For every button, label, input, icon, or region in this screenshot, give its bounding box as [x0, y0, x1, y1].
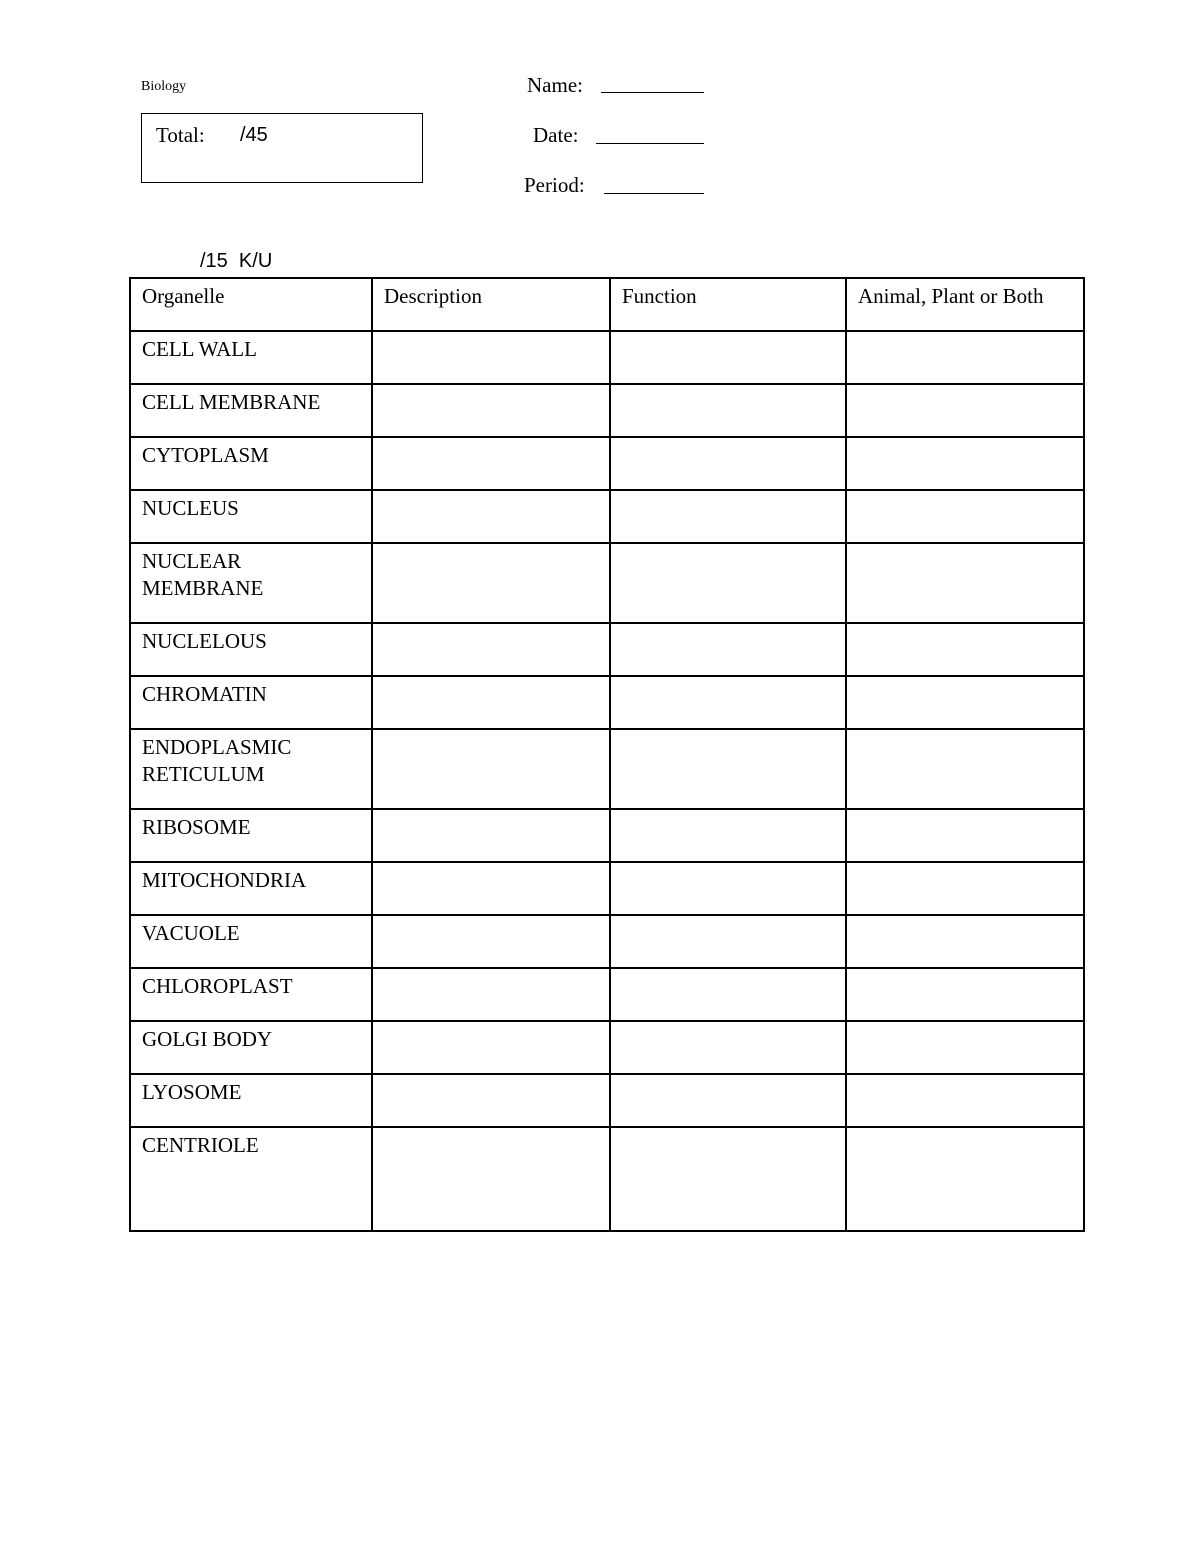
organelle-cell [130, 915, 372, 968]
organelle-name: VACUOLE [142, 921, 240, 945]
description-cell[interactable] [372, 862, 610, 915]
description-cell[interactable] [372, 384, 610, 437]
organelle-name: CELL WALL [142, 337, 257, 361]
name-label: Name: [527, 73, 583, 97]
table-row [130, 915, 1084, 968]
organelle-name: CHLOROPLAST [142, 974, 293, 998]
description-cell[interactable] [372, 490, 610, 543]
table-row [130, 543, 1084, 623]
description-cell[interactable] [372, 543, 610, 623]
description-cell[interactable] [372, 1021, 610, 1074]
organelle-cell [130, 862, 372, 915]
name-field[interactable] [601, 92, 704, 93]
column-header-function: Function [610, 278, 846, 331]
description-cell[interactable] [372, 676, 610, 729]
organelle-cell [130, 729, 372, 809]
organelle-name: CELL MEMBRANE [142, 390, 321, 414]
function-cell[interactable] [610, 729, 846, 809]
classification-cell[interactable] [846, 490, 1084, 543]
date-label: Date: [533, 123, 579, 147]
total-score-box [141, 113, 423, 183]
description-cell[interactable] [372, 623, 610, 676]
classification-cell[interactable] [846, 384, 1084, 437]
organelle-name: RIBOSOME [142, 815, 251, 839]
column-header-organelle: Organelle [130, 278, 372, 331]
organelle-cell [130, 543, 372, 623]
total-score: /45 [240, 124, 268, 146]
table-row [130, 623, 1084, 676]
function-cell[interactable] [610, 384, 846, 437]
organelle-cell [130, 1021, 372, 1074]
table-row [130, 1021, 1084, 1074]
organelle-table [129, 277, 1085, 1232]
table-row [130, 1127, 1084, 1231]
description-cell[interactable] [372, 437, 610, 490]
section-score-label: /15 K/U [200, 250, 273, 272]
classification-cell[interactable] [846, 729, 1084, 809]
function-cell[interactable] [610, 862, 846, 915]
organelle-cell [130, 384, 372, 437]
classification-cell[interactable] [846, 437, 1084, 490]
organelle-name: LYOSOME [142, 1080, 242, 1104]
classification-cell[interactable] [846, 809, 1084, 862]
organelle-name: CENTRIOLE [142, 1133, 259, 1157]
date-field[interactable] [596, 143, 704, 144]
function-cell[interactable] [610, 809, 846, 862]
classification-cell[interactable] [846, 862, 1084, 915]
table-row [130, 384, 1084, 437]
period-label: Period: [524, 173, 585, 197]
classification-cell[interactable] [846, 331, 1084, 384]
classification-cell[interactable] [846, 543, 1084, 623]
organelle-name: NUCLEUS [142, 496, 239, 520]
organelle-cell [130, 968, 372, 1021]
description-cell[interactable] [372, 1127, 610, 1231]
total-label: Total: [156, 123, 205, 147]
function-cell[interactable] [610, 623, 846, 676]
function-cell[interactable] [610, 437, 846, 490]
organelle-name: MITOCHONDRIA [142, 868, 307, 892]
table-row [130, 676, 1084, 729]
description-cell[interactable] [372, 915, 610, 968]
organelle-name: NUCLEAR MEMBRANE [142, 549, 264, 600]
table-row [130, 809, 1084, 862]
classification-cell[interactable] [846, 968, 1084, 1021]
organelle-name: CYTOPLASM [142, 443, 269, 467]
function-cell[interactable] [610, 1021, 846, 1074]
function-cell[interactable] [610, 676, 846, 729]
organelle-cell [130, 437, 372, 490]
function-cell[interactable] [610, 968, 846, 1021]
table-row [130, 729, 1084, 809]
classification-cell[interactable] [846, 676, 1084, 729]
function-cell[interactable] [610, 1127, 846, 1231]
organelle-name: GOLGI BODY [142, 1027, 273, 1051]
table-row [130, 490, 1084, 543]
description-cell[interactable] [372, 809, 610, 862]
organelle-cell [130, 1127, 372, 1231]
description-cell[interactable] [372, 331, 610, 384]
table-row [130, 331, 1084, 384]
classification-cell[interactable] [846, 1074, 1084, 1127]
function-cell[interactable] [610, 915, 846, 968]
organelle-cell [130, 623, 372, 676]
function-cell[interactable] [610, 331, 846, 384]
organelle-cell [130, 809, 372, 862]
classification-cell[interactable] [846, 915, 1084, 968]
organelle-cell [130, 1074, 372, 1127]
classification-cell[interactable] [846, 1127, 1084, 1231]
table-row [130, 437, 1084, 490]
subject-label: Biology [141, 79, 187, 94]
table-row [130, 862, 1084, 915]
classification-cell[interactable] [846, 623, 1084, 676]
organelle-name: CHROMATIN [142, 682, 267, 706]
period-field[interactable] [604, 193, 704, 194]
table-header-row [130, 278, 1084, 331]
function-cell[interactable] [610, 490, 846, 543]
organelle-cell [130, 676, 372, 729]
column-header-description: Description [372, 278, 610, 331]
description-cell[interactable] [372, 968, 610, 1021]
classification-cell[interactable] [846, 1021, 1084, 1074]
organelle-name: ENDOPLASMIC RETICULUM [142, 735, 292, 786]
organelle-name: NUCLELOUS [142, 629, 267, 653]
column-header-animal-plant-both: Animal, Plant or Both [846, 278, 1084, 331]
description-cell[interactable] [372, 1074, 610, 1127]
organelle-cell [130, 490, 372, 543]
description-cell[interactable] [372, 729, 610, 809]
function-cell[interactable] [610, 543, 846, 623]
organelle-cell [130, 331, 372, 384]
table-row [130, 968, 1084, 1021]
function-cell[interactable] [610, 1074, 846, 1127]
table-row [130, 1074, 1084, 1127]
